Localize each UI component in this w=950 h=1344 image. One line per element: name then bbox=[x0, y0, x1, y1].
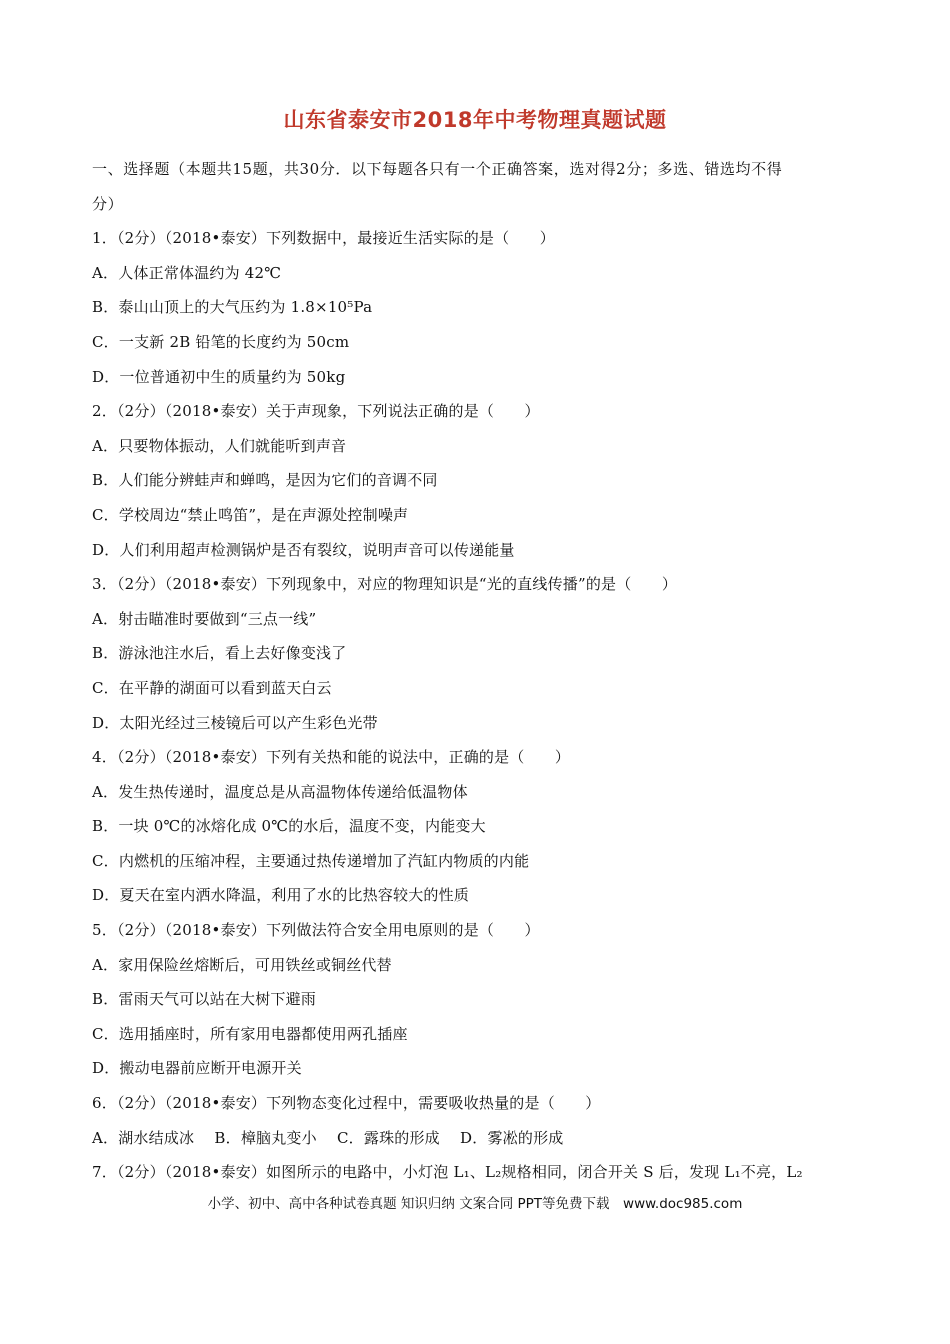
question-1-option-c: C．一支新 2B 铅笔的长度约为 50cm bbox=[92, 332, 350, 351]
question-6-stem: 6．（2分）（2018•泰安）下列物态变化过程中，需要吸收热量的是（ ） bbox=[92, 1094, 601, 1113]
question-4-option-b: B．一块 0℃的冰熔化成 0℃的水后，温度不变，内能变大 bbox=[92, 817, 486, 836]
question-4-option-d: D．夏天在室内洒水降温，利用了水的比热容较大的性质 bbox=[92, 886, 470, 905]
question-3-option-c: C．在平静的湖面可以看到蓝天白云 bbox=[92, 678, 332, 697]
question-2-stem: 2．（2分）（2018•泰安）关于声现象，下列说法正确的是（ ） bbox=[92, 402, 540, 421]
question-1-option-b: B．泰山山顶上的大气压约为 1.8×10⁵Pa bbox=[92, 298, 373, 317]
question-7-stem: 7．（2分）（2018•泰安）如图所示的电路中，小灯泡 L₁、L₂规格相同，闭合开关 S 后，发现 L₁不亮，L₂ bbox=[92, 1163, 803, 1182]
question-2-option-a: A．只要物体振动，人们就能听到声音 bbox=[92, 436, 347, 455]
question-6-options: A．湖水结成冰 B．樟脑丸变小 C．露珠的形成 D．雾凇的形成 bbox=[92, 1128, 564, 1147]
question-3-option-b: B．游泳池注水后，看上去好像变浅了 bbox=[92, 644, 347, 663]
question-4-stem: 4．（2分）（2018•泰安）下列有关热和能的说法中，正确的是（ ） bbox=[92, 748, 571, 767]
section-heading-continued: 分） bbox=[92, 194, 124, 213]
question-list bbox=[92, 152, 867, 1190]
question-3-option-a: A．射击瞄准时要做到“三点一线” bbox=[92, 609, 317, 628]
question-5-option-d: D．搬动电器前应断开电源开关 bbox=[92, 1059, 302, 1078]
question-3-option-d: D．太阳光经过三棱镜后可以产生彩色光带 bbox=[92, 713, 378, 732]
question-3-stem: 3．（2分）（2018•泰安）下列现象中，对应的物理知识是“光的直线传播”的是（ ） bbox=[92, 575, 678, 594]
question-1-option-a: A．人体正常体温约为 42℃ bbox=[92, 263, 282, 282]
question-2-option-b: B．人们能分辨蛙声和蝉鸣，是因为它们的音调不同 bbox=[92, 471, 438, 490]
question-2-option-d: D．人们利用超声检测锅炉是否有裂纹，说明声音可以传递能量 bbox=[92, 540, 515, 559]
page-title: 山东省泰安市2018年中考物理真题试题 bbox=[283, 108, 667, 132]
question-1-stem: 1．（2分）（2018•泰安）下列数据中，最接近生活实际的是（ ） bbox=[92, 229, 555, 248]
section-heading: 一、选择题（本题共15题，共30分．以下每题各只有一个正确答案，选对得2分；多选、错选均不得 bbox=[92, 160, 783, 178]
question-4-option-a: A．发生热传递时，温度总是从高温物体传递给低温物体 bbox=[92, 782, 468, 801]
question-4-option-c: C．内燃机的压缩冲程，主要通过热传递增加了汽缸内物质的内能 bbox=[92, 851, 530, 870]
question-5-option-a: A．家用保险丝熔断后，可用铁丝或铜丝代替 bbox=[92, 955, 392, 974]
question-5-option-b: B．雷雨天气可以站在大树下避雨 bbox=[92, 990, 317, 1009]
question-5-stem: 5．（2分）（2018•泰安）下列做法符合安全用电原则的是（ ） bbox=[92, 921, 540, 940]
question-1-option-d: D．一位普通初中生的质量约为 50kg bbox=[92, 367, 346, 386]
page-footer: 小学、初中、高中各种试卷真题 知识归纳 文案合同 PPT等免费下载 www.doc985.com bbox=[207, 1196, 743, 1212]
question-2-option-c: C．学校周边“禁止鸣笛”，是在声源处控制噪声 bbox=[92, 505, 409, 524]
question-5-option-c: C．选用插座时，所有家用电器都使用两孔插座 bbox=[92, 1024, 408, 1043]
